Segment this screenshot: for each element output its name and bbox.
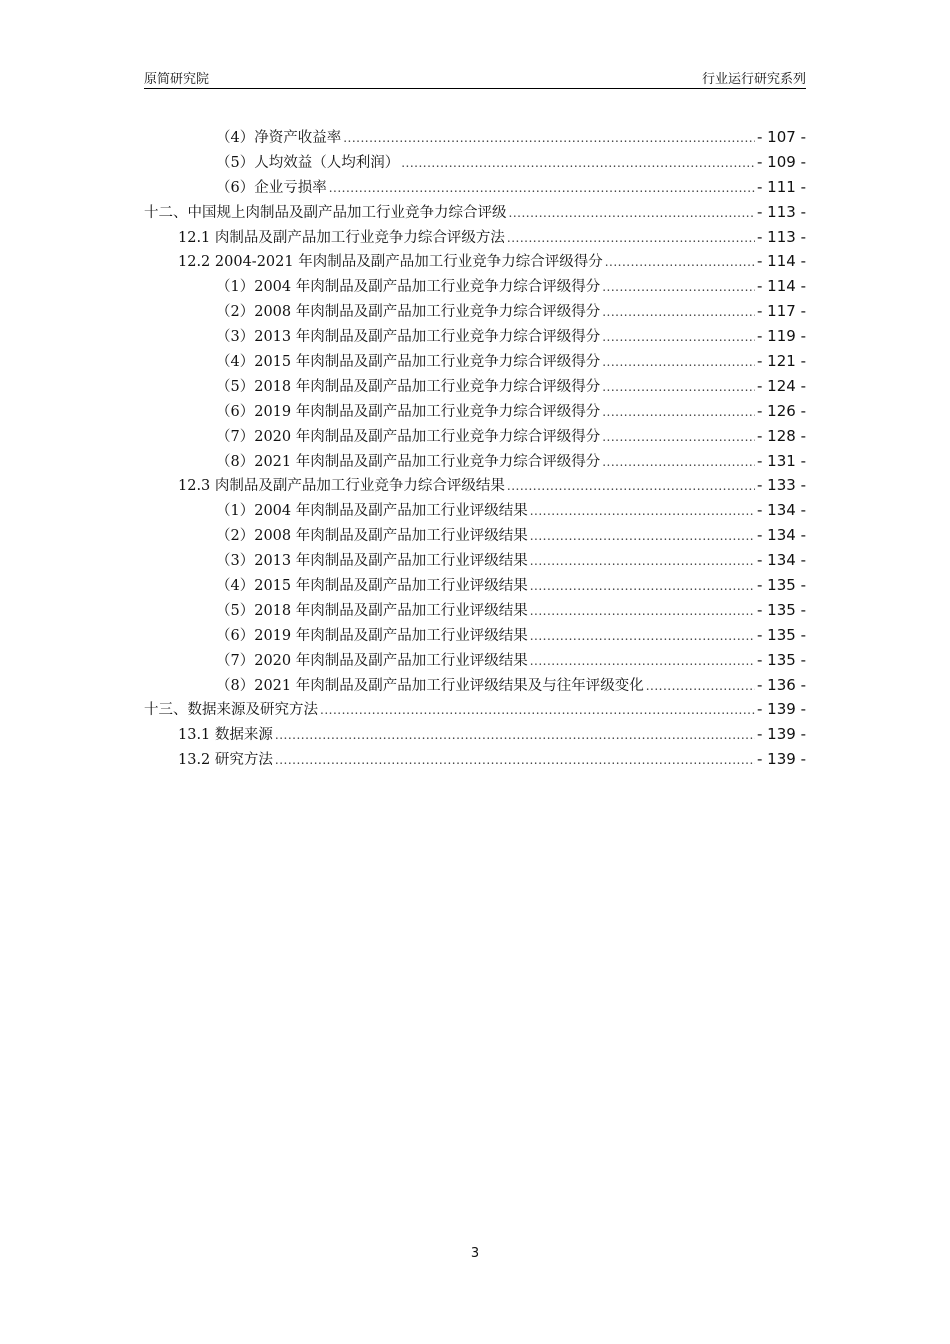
toc-dot-leader: [401, 151, 755, 176]
toc-entry-page: - 139 -: [757, 700, 806, 719]
toc-entry[interactable]: [144, 249, 806, 274]
toc-entry-page: - 114 -: [757, 252, 806, 271]
toc-entry-title: （6）2019 年肉制品及副产品加工行业评级结果: [216, 627, 528, 644]
toc-dot-leader: [605, 250, 755, 275]
toc-entry-title: 十三、数据来源及研究方法: [144, 702, 318, 719]
toc-entry[interactable]: [144, 473, 806, 498]
toc-entry[interactable]: [144, 424, 806, 449]
toc-entry-page: - 113 -: [757, 202, 806, 221]
toc-entry-page: - 119 -: [757, 327, 806, 346]
toc-entry-title: （8）2021 年肉制品及副产品加工行业评级结果及与往年评级变化: [216, 677, 644, 694]
toc-entry-title: （7）2020 年肉制品及副产品加工行业评级结果: [216, 652, 528, 669]
toc-entry-title: （5）2018 年肉制品及副产品加工行业竞争力综合评级得分: [216, 378, 601, 395]
toc-entry-page: - 134 -: [757, 551, 806, 570]
toc-entry-title: （2）2008 年肉制品及副产品加工行业竞争力综合评级得分: [216, 304, 601, 321]
toc-entry-title: 12.3 肉制品及副产品加工行业竞争力综合评级结果: [178, 478, 505, 495]
toc-dot-leader: [602, 275, 755, 300]
toc-entry-title: （1）2004 年肉制品及副产品加工行业评级结果: [216, 503, 528, 520]
toc-dot-leader: [602, 450, 755, 475]
toc-entry-page: - 126 -: [757, 401, 806, 420]
toc-entry-page: - 121 -: [757, 352, 806, 371]
toc-entry-title: 13.1 数据来源: [178, 727, 273, 744]
toc-entry-page: - 128 -: [757, 426, 806, 445]
toc-entry-title: 12.1 肉制品及副产品加工行业竞争力综合评级方法: [178, 229, 505, 246]
toc-entry-page: - 111 -: [757, 177, 806, 196]
toc-entry-page: - 139 -: [757, 725, 806, 744]
toc-entry-title: （7）2020 年肉制品及副产品加工行业竞争力综合评级得分: [216, 428, 601, 445]
toc-entry[interactable]: [144, 225, 806, 250]
toc-entry-title: 13.2 研究方法: [178, 752, 273, 769]
toc-entry-page: - 136 -: [757, 675, 806, 694]
toc-entry-title: （6）2019 年肉制品及副产品加工行业竞争力综合评级得分: [216, 403, 601, 420]
toc-entry-page: - 134 -: [757, 526, 806, 545]
toc-entry-title: （5）人均效益（人均利润）: [216, 154, 400, 171]
toc-entry-page: - 109 -: [757, 152, 806, 171]
toc-entry-page: - 135 -: [757, 576, 806, 595]
toc-entry-title: （8）2021 年肉制品及副产品加工行业竞争力综合评级得分: [216, 453, 601, 470]
toc-entry[interactable]: [144, 722, 806, 747]
toc-dot-leader: [530, 649, 755, 674]
toc-entry-title: 十二、中国规上肉制品及副产品加工行业竞争力综合评级: [144, 204, 507, 221]
toc-entry[interactable]: [144, 598, 806, 623]
toc-entry[interactable]: [144, 697, 806, 722]
table-of-contents: [144, 125, 806, 772]
toc-entry[interactable]: [144, 673, 806, 698]
toc-entry[interactable]: [144, 523, 806, 548]
toc-entry[interactable]: [144, 125, 806, 150]
page-header: [144, 66, 806, 89]
toc-entry-page: - 135 -: [757, 600, 806, 619]
toc-entry-title: 12.2 2004-2021 年肉制品及副产品加工行业竞争力综合评级得分: [178, 254, 603, 271]
toc-dot-leader: [602, 325, 755, 350]
toc-dot-leader: [530, 549, 755, 574]
toc-entry[interactable]: [144, 150, 806, 175]
toc-dot-leader: [602, 375, 755, 400]
toc-entry-title: （3）2013 年肉制品及副产品加工行业竞争力综合评级得分: [216, 329, 601, 346]
toc-entry-page: - 113 -: [757, 227, 806, 246]
toc-dot-leader: [320, 698, 755, 723]
toc-dot-leader: [530, 524, 755, 549]
toc-dot-leader: [275, 723, 755, 748]
toc-entry-page: - 139 -: [757, 750, 806, 769]
toc-entry-page: - 117 -: [757, 302, 806, 321]
toc-entry[interactable]: [144, 498, 806, 523]
toc-entry-title: （6）企业亏损率: [216, 179, 327, 196]
toc-dot-leader: [507, 474, 755, 499]
toc-entry-title: （1）2004 年肉制品及副产品加工行业竞争力综合评级得分: [216, 279, 601, 296]
toc-entry[interactable]: [144, 374, 806, 399]
toc-entry[interactable]: [144, 200, 806, 225]
toc-dot-leader: [509, 201, 756, 226]
toc-dot-leader: [329, 176, 755, 201]
toc-entry[interactable]: [144, 623, 806, 648]
page-number: 3: [470, 1246, 480, 1261]
header-org-name: 原简研究院: [144, 72, 210, 87]
toc-entry[interactable]: [144, 573, 806, 598]
toc-entry-page: - 107 -: [757, 128, 806, 146]
toc-entry-page: - 124 -: [757, 376, 806, 395]
toc-entry[interactable]: [144, 548, 806, 573]
toc-entry-page: - 134 -: [757, 501, 806, 520]
toc-dot-leader: [275, 748, 755, 773]
toc-entry-page: - 114 -: [757, 277, 806, 296]
toc-entry[interactable]: [144, 648, 806, 673]
toc-dot-leader: [530, 499, 755, 524]
toc-dot-leader: [646, 674, 755, 699]
toc-entry-page: - 135 -: [757, 650, 806, 669]
toc-dot-leader: [343, 126, 755, 151]
toc-entry[interactable]: [144, 274, 806, 299]
toc-entry-page: - 135 -: [757, 625, 806, 644]
toc-dot-leader: [602, 350, 755, 375]
toc-entry-title: （4）2015 年肉制品及副产品加工行业竞争力综合评级得分: [216, 354, 601, 371]
toc-entry[interactable]: [144, 299, 806, 324]
toc-entry-page: - 133 -: [757, 476, 806, 495]
toc-entry-title: （5）2018 年肉制品及副产品加工行业评级结果: [216, 602, 528, 619]
toc-entry-title: （3）2013 年肉制品及副产品加工行业评级结果: [216, 553, 528, 570]
toc-entry[interactable]: [144, 175, 806, 200]
toc-dot-leader: [602, 400, 755, 425]
toc-entry[interactable]: [144, 324, 806, 349]
toc-entry-title: （4）净资产收益率: [216, 130, 342, 146]
toc-entry[interactable]: [144, 449, 806, 474]
toc-dot-leader: [530, 574, 755, 599]
toc-entry[interactable]: [144, 349, 806, 374]
toc-dot-leader: [530, 599, 755, 624]
toc-entry[interactable]: [144, 747, 806, 772]
toc-entry-title: （2）2008 年肉制品及副产品加工行业评级结果: [216, 528, 528, 545]
toc-entry-page: - 131 -: [757, 451, 806, 470]
toc-dot-leader: [507, 226, 755, 251]
toc-entry-title: （4）2015 年肉制品及副产品加工行业评级结果: [216, 578, 528, 595]
header-series-name: 行业运行研究系列: [701, 72, 806, 87]
toc-dot-leader: [602, 300, 755, 325]
toc-dot-leader: [530, 624, 755, 649]
toc-dot-leader: [602, 425, 755, 450]
toc-entry[interactable]: [144, 399, 806, 424]
